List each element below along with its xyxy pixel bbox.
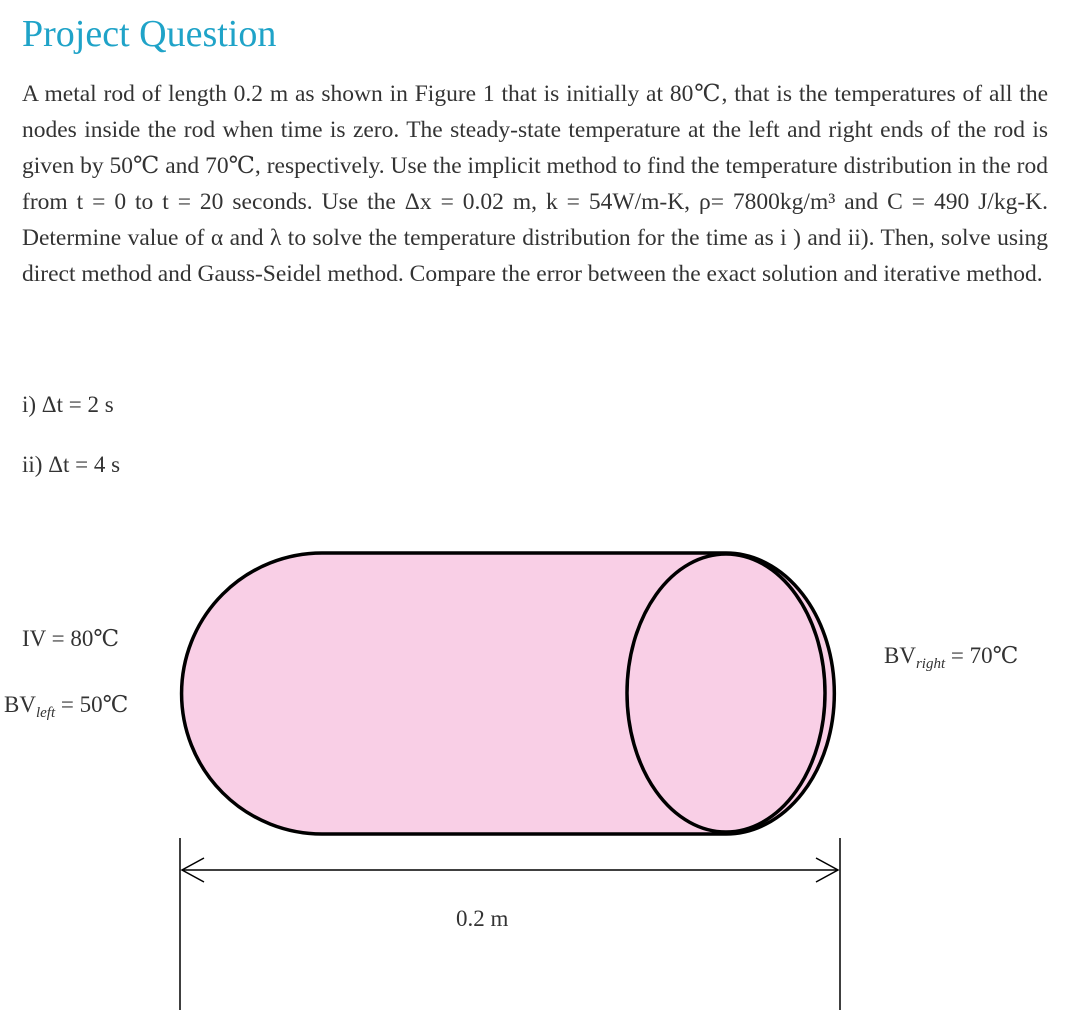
initial-value-label: IV = 80℃ <box>22 626 120 651</box>
length-dimension-label: 0.2 m <box>456 906 509 931</box>
bv-right-subscript: right <box>915 656 946 672</box>
problem-paragraph: A metal rod of length 0.2 m as shown in Figure 1 that is initially at 80℃, that is the temperatures of all the nodes inside the rod when time is zero. The steady-state temperature at the left and right ends of the rod is given by 50℃ and 70℃, respectively. Use the implicit method to find the temperature distribution in the rod from t = 0 to t = 20 seconds. Use the Δx = 0.02 m, k = 54W/m-K, ρ= 7800kg/m³ and C = 490 J/kg-K. Determine value of α and λ to solve the temperature distribution for the time as i ) and ii). Then, solve using direct method and Gauss-Seidel method. Compare the error between the exact solution and iterative method. <box>22 81 1048 287</box>
list-item: ii) Δt = 4 s <box>22 452 121 477</box>
rod-end-face <box>627 554 825 832</box>
bv-left-subscript: left <box>35 705 56 721</box>
bv-left-prefix: BV <box>4 692 36 717</box>
list-item: i) Δt = 2 s <box>22 392 114 417</box>
bv-left-value: = 50℃ <box>60 692 129 717</box>
page-title: Project Question <box>22 13 277 55</box>
left-boundary-label <box>4 692 129 721</box>
right-boundary-label <box>884 643 1019 672</box>
bv-right-value: = 70℃ <box>950 643 1019 668</box>
bv-right-prefix: BV <box>884 643 916 668</box>
